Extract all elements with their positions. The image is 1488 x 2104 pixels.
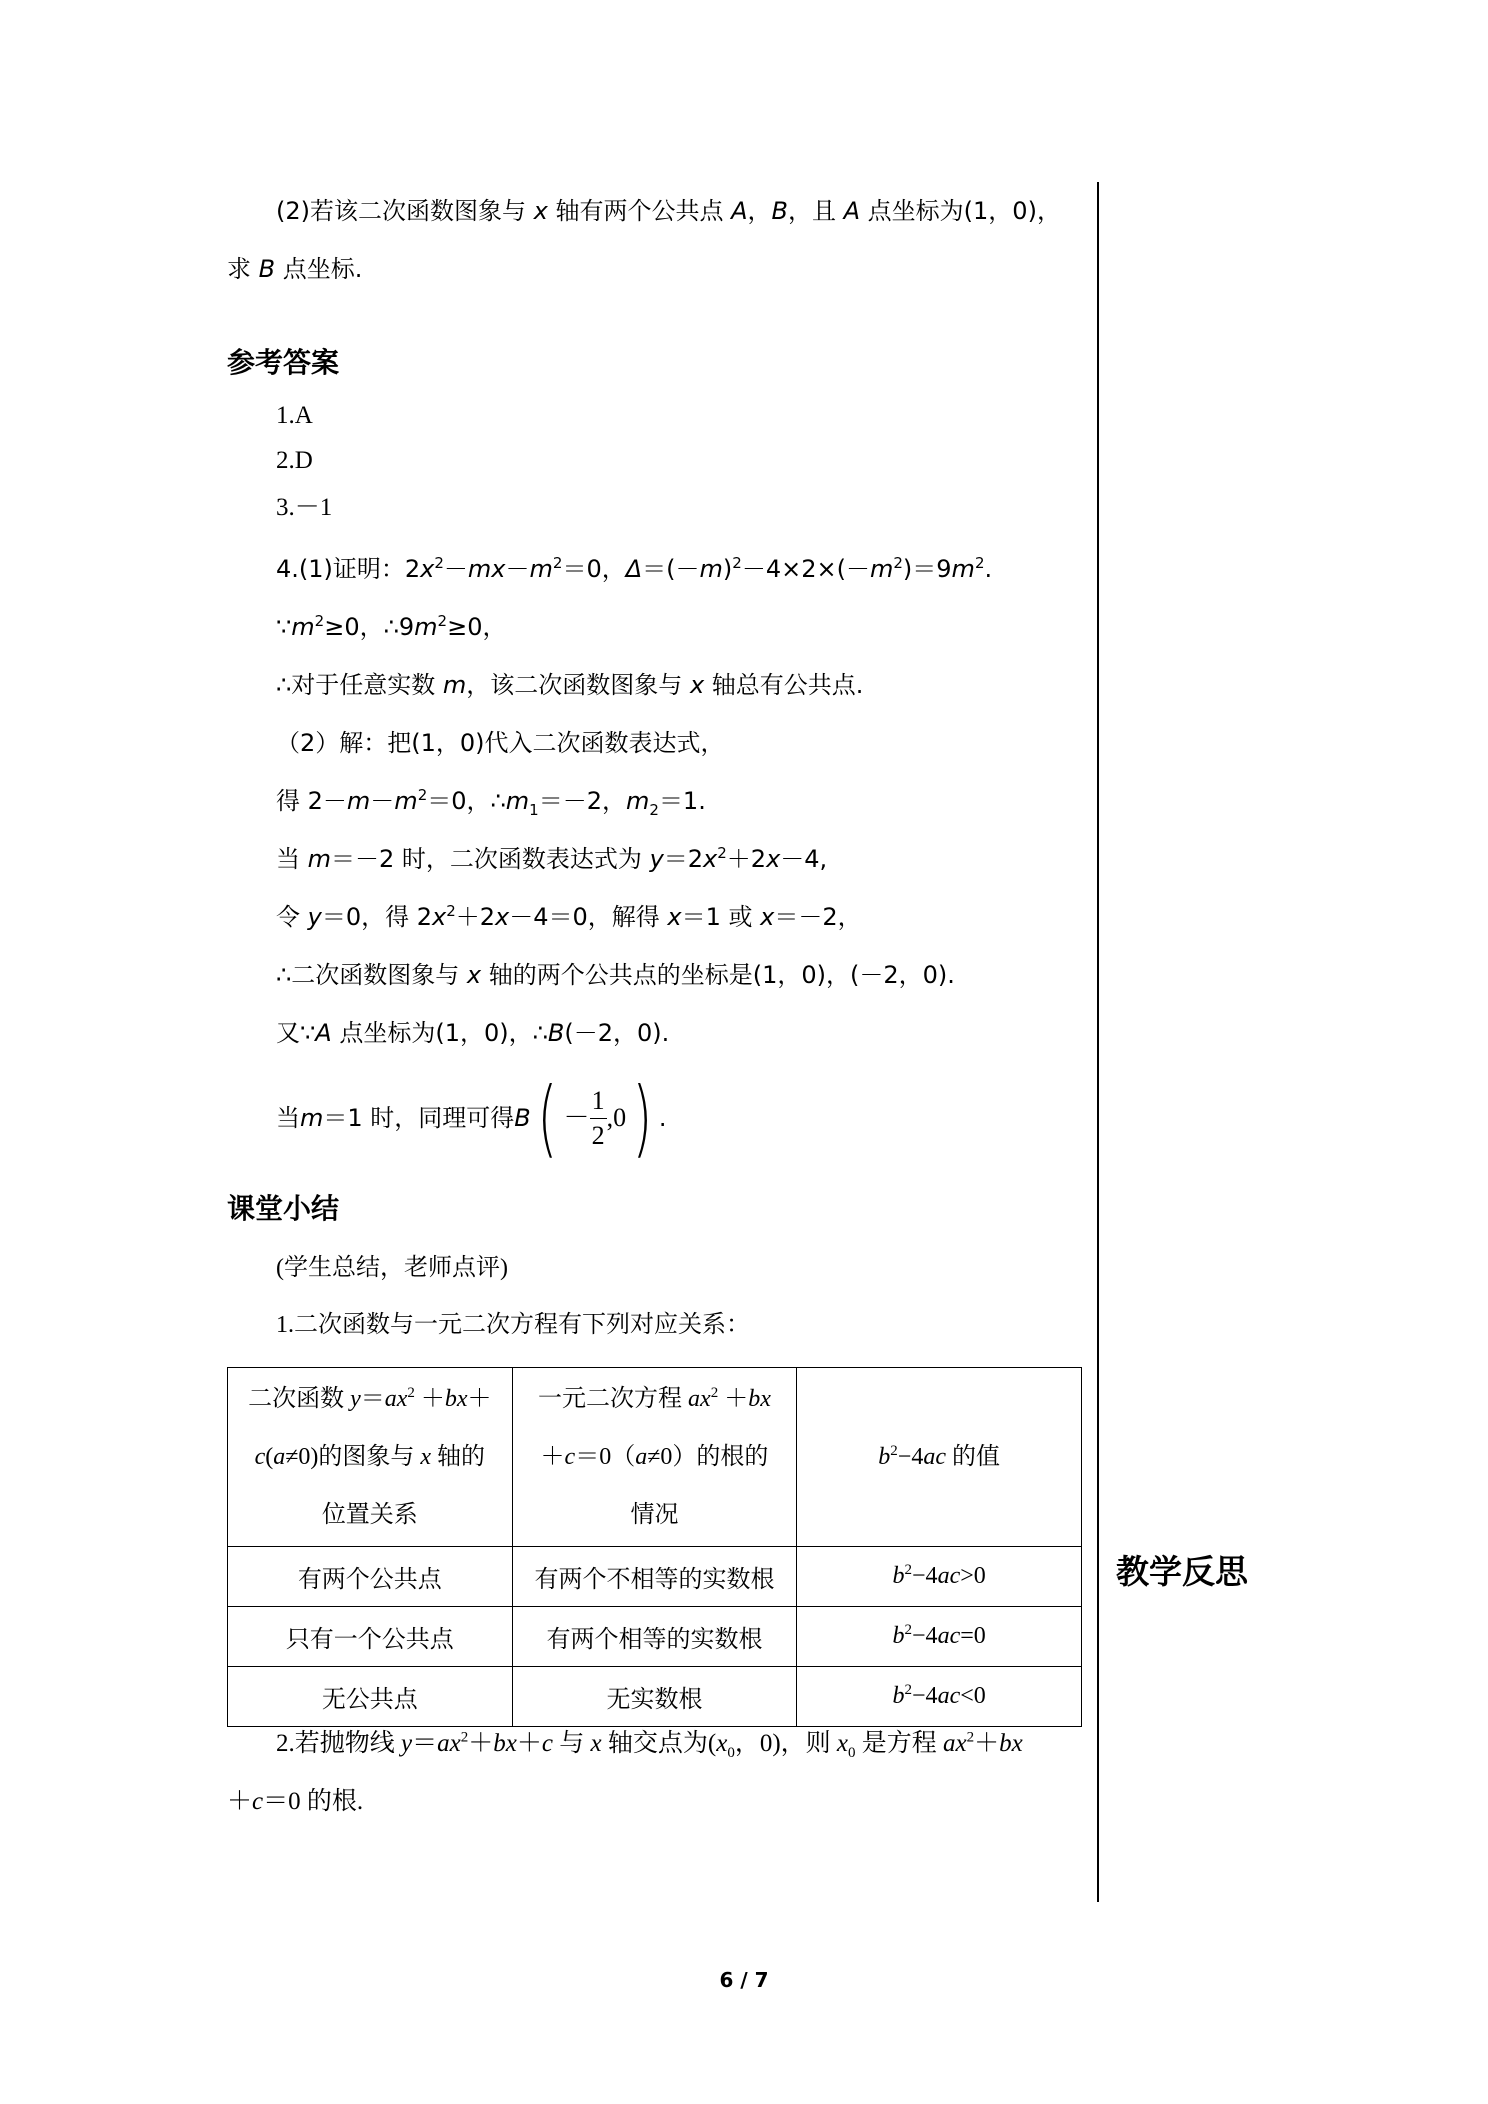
answers-heading: 参考答案	[227, 346, 340, 379]
table-cell: 有两个不相等的实数根	[512, 1547, 797, 1607]
table-cell: 无实数根	[512, 1667, 797, 1727]
answer-4-line7: 令 y＝0，得 $2x^2+2x-4=0$，解得 x＝1 或 x＝－2，	[276, 902, 862, 931]
teaching-reflection-title: 教学反思	[1116, 1552, 1248, 1591]
right-paren: )	[632, 1069, 653, 1167]
summary-note: (学生总结，老师点评)	[276, 1255, 508, 1281]
answer-4-line3: ∴对于任意实数 m，该二次函数图象与 x 轴总有公共点.	[276, 671, 864, 699]
table-header-row	[228, 1368, 1082, 1547]
summary-heading: 课堂小结	[227, 1192, 340, 1225]
answer-4-line4: （2）解：把(1，0)代入二次函数表达式，	[276, 729, 725, 757]
header-graph-position: 二次函数 $y=ax^2 +bx+$ c(a≠0)的图象与 x 轴的 位置关系	[228, 1368, 513, 1547]
question-2-line1: (2)若该二次函数图象与 x 轴有两个公共点 A，B，且 A 点坐标为(1，0)，	[276, 197, 1061, 225]
table-row	[228, 1547, 1082, 1607]
answer-4-line10: 当 m ＝1 时，同理可得 B ( － $\frac{1}{2}$ ,0 ) .	[276, 1069, 667, 1167]
answer-1: 1.A	[276, 402, 313, 429]
margin-divider	[1097, 182, 1099, 1902]
table-cell: 有两个公共点	[228, 1547, 513, 1607]
table-cell: 有两个相等的实数根	[512, 1607, 797, 1667]
summary-point-1: 1.二次函数与一元二次方程有下列对应关系：	[276, 1312, 750, 1338]
correspondence-table	[227, 1367, 1082, 1727]
left-paren: (	[537, 1069, 557, 1167]
summary-point-2-line2: ＋c＝0 的根.	[227, 1788, 364, 1815]
answer-3: 3.－1	[276, 494, 333, 521]
table-cell: $b^2-4ac<0$	[797, 1667, 1082, 1727]
table-cell: 无公共点	[228, 1667, 513, 1727]
page-number: 6 / 7	[719, 1968, 769, 1992]
answer-4-line9: 又∵A 点坐标为(1，0)，∴B(－2，0).	[276, 1019, 670, 1047]
question-2-line2: 求 B 点坐标.	[227, 255, 363, 283]
summary-point-2-line1: 2.若抛物线 $y=ax^2+bx+c$ 与 x 轴交点为($x_0$，0)，则 $x_0$ 是方程 $ax^2+bx$	[276, 1729, 1023, 1761]
header-equation-roots: 一元二次方程 $ax^2 +bx$ ＋c＝0（a≠0）的根的 情况	[512, 1368, 797, 1547]
table-cell: 只有一个公共点	[228, 1607, 513, 1667]
answer-4-line2: $\because m^2\ge 0$，$\therefore 9m^2\ge 0$，	[276, 612, 507, 641]
answer-2: 2.D	[276, 447, 313, 474]
answer-4-line1: 4.(1)证明：$2x^2-mx-m^2=0$，$\Delta=(-m)^2-4\times 2\times(-m^2)=9m^2$.	[276, 554, 993, 583]
table-cell: $b^2-4ac=0$	[797, 1607, 1082, 1667]
table-row	[228, 1607, 1082, 1667]
answer-4-line5: 得 $2-m-m^2=0$，$\therefore m_1=-2$，$m_2=1$.	[276, 786, 706, 819]
answer-4-line6: 当 m＝－2 时，二次函数表达式为 $y=2x^2+2x-4$,	[276, 844, 828, 873]
header-discriminant: $b^2-4ac$ 的值	[797, 1368, 1082, 1547]
answer-4-line8: ∴二次函数图象与 x 轴的两个公共点的坐标是(1，0)，(－2，0).	[276, 961, 955, 989]
table-cell: $b^2-4ac>0$	[797, 1547, 1082, 1607]
table-row	[228, 1667, 1082, 1727]
fraction-one-half: $\frac{1}{2}$	[591, 1085, 605, 1150]
